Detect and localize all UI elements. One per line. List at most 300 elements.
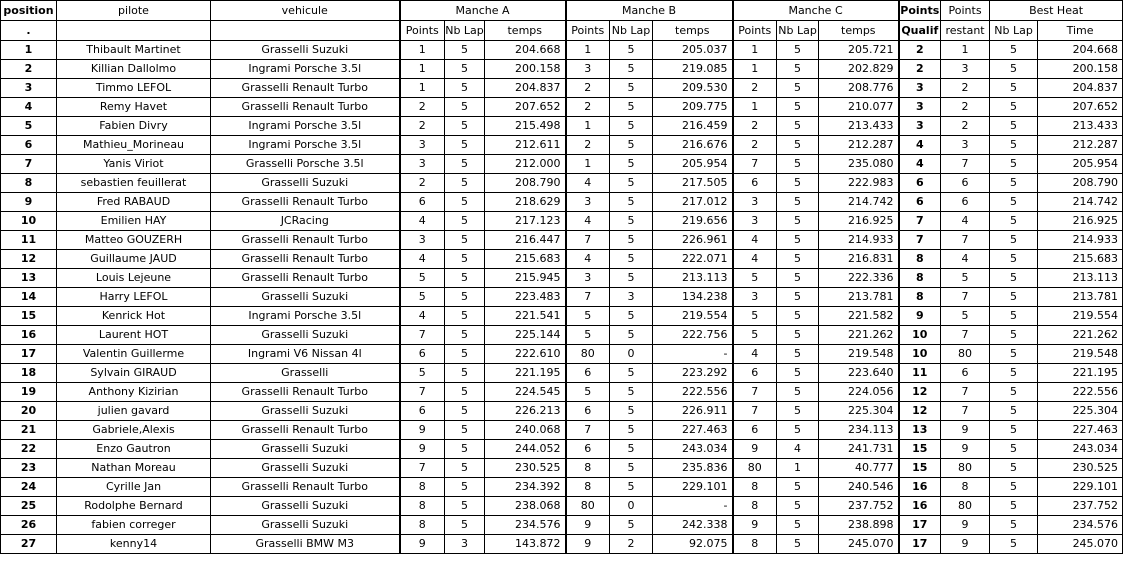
manche-a-points-cell: 8 — [400, 497, 445, 516]
manche-b-temps-cell: 213.113 — [653, 269, 733, 288]
position-cell: 24 — [1, 478, 57, 497]
points-qualif-cell: 9 — [899, 307, 941, 326]
manche-b-points-cell: 6 — [566, 440, 610, 459]
best-time-cell: 208.790 — [1038, 174, 1123, 193]
best-time-cell: 207.652 — [1038, 98, 1123, 117]
manche-c-points-cell: 5 — [733, 269, 777, 288]
position-cell: 4 — [1, 98, 57, 117]
position-cell: 9 — [1, 193, 57, 212]
manche-a-temps-cell: 224.545 — [485, 383, 566, 402]
table-row — [1, 345, 1123, 364]
manche-c-temps-cell: 214.933 — [819, 231, 899, 250]
pilote-cell: Thibault Martinet — [57, 41, 211, 60]
manche-c-points-cell: 6 — [733, 421, 777, 440]
header-pilote: pilote — [57, 1, 211, 21]
points-qualif-cell: 7 — [899, 231, 941, 250]
manche-c-temps-cell: 222.983 — [819, 174, 899, 193]
best-time-cell: 221.262 — [1038, 326, 1123, 345]
vehicule-cell: Grasselli Suzuki — [211, 440, 400, 459]
header-a-temps: temps — [485, 21, 566, 41]
manche-c-nblap-cell: 5 — [777, 117, 819, 136]
manche-a-temps-cell: 143.872 — [485, 535, 566, 554]
best-nblap-cell: 5 — [990, 98, 1038, 117]
manche-b-nblap-cell: 5 — [610, 421, 653, 440]
manche-c-nblap-cell: 5 — [777, 193, 819, 212]
manche-b-temps-cell: 227.463 — [653, 421, 733, 440]
manche-b-temps-cell: 134.238 — [653, 288, 733, 307]
best-nblap-cell: 5 — [990, 155, 1038, 174]
manche-c-temps-cell: 221.262 — [819, 326, 899, 345]
header-best-heat: Best Heat — [990, 1, 1123, 21]
manche-c-nblap-cell: 5 — [777, 231, 819, 250]
manche-c-nblap-cell: 5 — [777, 383, 819, 402]
table-row — [1, 421, 1123, 440]
manche-a-points-cell: 4 — [400, 307, 445, 326]
manche-a-nblap-cell: 5 — [445, 478, 485, 497]
best-time-cell: 222.556 — [1038, 383, 1123, 402]
pilote-cell: julien gavard — [57, 402, 211, 421]
manche-c-points-cell: 7 — [733, 383, 777, 402]
manche-a-points-cell: 5 — [400, 269, 445, 288]
manche-a-temps-cell: 223.483 — [485, 288, 566, 307]
points-restant-cell: 6 — [941, 364, 990, 383]
table-row — [1, 440, 1123, 459]
manche-a-temps-cell: 238.068 — [485, 497, 566, 516]
manche-a-nblap-cell: 5 — [445, 193, 485, 212]
manche-a-points-cell: 1 — [400, 41, 445, 60]
manche-c-nblap-cell: 5 — [777, 212, 819, 231]
manche-c-nblap-cell: 1 — [777, 459, 819, 478]
best-time-cell: 205.954 — [1038, 155, 1123, 174]
manche-b-nblap-cell: 5 — [610, 98, 653, 117]
points-restant-cell: 9 — [941, 440, 990, 459]
points-qualif-cell: 4 — [899, 155, 941, 174]
best-nblap-cell: 5 — [990, 231, 1038, 250]
header-points-qualif: Points — [899, 1, 941, 21]
position-cell: 15 — [1, 307, 57, 326]
manche-b-temps-cell: 205.037 — [653, 41, 733, 60]
manche-b-nblap-cell: 5 — [610, 326, 653, 345]
best-nblap-cell: 5 — [990, 250, 1038, 269]
table-row — [1, 459, 1123, 478]
points-qualif-cell: 12 — [899, 402, 941, 421]
header-row-1 — [1, 1, 1123, 21]
manche-c-nblap-cell: 5 — [777, 288, 819, 307]
vehicule-cell: Grasselli Suzuki — [211, 326, 400, 345]
manche-c-points-cell: 6 — [733, 174, 777, 193]
manche-a-temps-cell: 200.158 — [485, 60, 566, 79]
manche-a-points-cell: 1 — [400, 79, 445, 98]
manche-c-temps-cell: 210.077 — [819, 98, 899, 117]
vehicule-cell: Grasselli Suzuki — [211, 288, 400, 307]
best-time-cell: 221.195 — [1038, 364, 1123, 383]
points-restant-cell: 6 — [941, 174, 990, 193]
best-time-cell: 245.070 — [1038, 535, 1123, 554]
table-row — [1, 250, 1123, 269]
manche-b-nblap-cell: 5 — [610, 478, 653, 497]
pilote-cell: sebastien feuillerat — [57, 174, 211, 193]
manche-c-temps-cell: 234.113 — [819, 421, 899, 440]
points-restant-cell: 2 — [941, 98, 990, 117]
pilote-cell: Laurent HOT — [57, 326, 211, 345]
header-vehicule-empty — [211, 21, 400, 41]
manche-b-temps-cell: 226.961 — [653, 231, 733, 250]
table-row — [1, 79, 1123, 98]
position-cell: 19 — [1, 383, 57, 402]
pilote-cell: Fabien Divry — [57, 117, 211, 136]
manche-c-temps-cell: 214.742 — [819, 193, 899, 212]
manche-b-nblap-cell: 5 — [610, 174, 653, 193]
manche-c-temps-cell: 213.433 — [819, 117, 899, 136]
manche-b-points-cell: 1 — [566, 155, 610, 174]
manche-c-nblap-cell: 5 — [777, 402, 819, 421]
best-nblap-cell: 5 — [990, 212, 1038, 231]
manche-a-nblap-cell: 5 — [445, 402, 485, 421]
best-nblap-cell: 5 — [990, 516, 1038, 535]
best-nblap-cell: 5 — [990, 136, 1038, 155]
points-qualif-cell: 15 — [899, 440, 941, 459]
manche-b-nblap-cell: 0 — [610, 345, 653, 364]
manche-c-points-cell: 2 — [733, 117, 777, 136]
manche-c-points-cell: 5 — [733, 307, 777, 326]
manche-c-points-cell: 1 — [733, 98, 777, 117]
best-nblap-cell: 5 — [990, 79, 1038, 98]
manche-b-temps-cell: 242.338 — [653, 516, 733, 535]
points-restant-cell: 7 — [941, 155, 990, 174]
manche-a-nblap-cell: 3 — [445, 535, 485, 554]
position-cell: 3 — [1, 79, 57, 98]
points-qualif-cell: 11 — [899, 364, 941, 383]
manche-b-nblap-cell: 5 — [610, 364, 653, 383]
best-nblap-cell: 5 — [990, 41, 1038, 60]
points-qualif-cell: 2 — [899, 41, 941, 60]
manche-b-points-cell: 2 — [566, 79, 610, 98]
points-restant-cell: 6 — [941, 193, 990, 212]
position-cell: 7 — [1, 155, 57, 174]
manche-c-temps-cell: 240.546 — [819, 478, 899, 497]
manche-c-temps-cell: 235.080 — [819, 155, 899, 174]
manche-a-points-cell: 1 — [400, 60, 445, 79]
table-row — [1, 155, 1123, 174]
table-row — [1, 193, 1123, 212]
table-row — [1, 117, 1123, 136]
manche-b-points-cell: 1 — [566, 41, 610, 60]
manche-b-nblap-cell: 5 — [610, 60, 653, 79]
table-row — [1, 383, 1123, 402]
position-cell: 26 — [1, 516, 57, 535]
pilote-cell: Timmo LEFOL — [57, 79, 211, 98]
manche-b-points-cell: 4 — [566, 174, 610, 193]
manche-a-temps-cell: 204.668 — [485, 41, 566, 60]
manche-c-nblap-cell: 5 — [777, 136, 819, 155]
manche-c-nblap-cell: 5 — [777, 326, 819, 345]
table-row — [1, 402, 1123, 421]
best-time-cell: 213.113 — [1038, 269, 1123, 288]
manche-b-temps-cell: - — [653, 345, 733, 364]
manche-a-temps-cell: 234.576 — [485, 516, 566, 535]
header-pilote-empty — [57, 21, 211, 41]
position-cell: 21 — [1, 421, 57, 440]
manche-b-points-cell: 9 — [566, 535, 610, 554]
vehicule-cell: Grasselli Renault Turbo — [211, 421, 400, 440]
manche-a-points-cell: 6 — [400, 402, 445, 421]
best-nblap-cell: 5 — [990, 288, 1038, 307]
vehicule-cell: Ingrami Porsche 3.5l — [211, 117, 400, 136]
manche-c-points-cell: 4 — [733, 345, 777, 364]
vehicule-cell: Grasselli — [211, 364, 400, 383]
manche-a-nblap-cell: 5 — [445, 364, 485, 383]
manche-b-points-cell: 2 — [566, 98, 610, 117]
table-row — [1, 478, 1123, 497]
manche-a-temps-cell: 215.945 — [485, 269, 566, 288]
pilote-cell: Mathieu_Morineau — [57, 136, 211, 155]
table-row — [1, 174, 1123, 193]
best-time-cell: 225.304 — [1038, 402, 1123, 421]
manche-b-nblap-cell: 3 — [610, 288, 653, 307]
manche-c-points-cell: 9 — [733, 516, 777, 535]
manche-a-nblap-cell: 5 — [445, 516, 485, 535]
manche-b-nblap-cell: 5 — [610, 193, 653, 212]
manche-c-nblap-cell: 5 — [777, 174, 819, 193]
manche-a-temps-cell: 215.683 — [485, 250, 566, 269]
manche-a-nblap-cell: 5 — [445, 250, 485, 269]
manche-b-temps-cell: 217.505 — [653, 174, 733, 193]
best-nblap-cell: 5 — [990, 117, 1038, 136]
manche-b-points-cell: 1 — [566, 117, 610, 136]
points-restant-cell: 2 — [941, 117, 990, 136]
points-qualif-cell: 6 — [899, 193, 941, 212]
points-restant-cell: 3 — [941, 60, 990, 79]
manche-c-nblap-cell: 5 — [777, 60, 819, 79]
header-position-dot: . — [1, 21, 57, 41]
points-qualif-cell: 2 — [899, 60, 941, 79]
manche-c-temps-cell: 245.070 — [819, 535, 899, 554]
manche-a-nblap-cell: 5 — [445, 212, 485, 231]
manche-a-nblap-cell: 5 — [445, 459, 485, 478]
manche-b-temps-cell: 219.554 — [653, 307, 733, 326]
manche-b-nblap-cell: 5 — [610, 212, 653, 231]
manche-c-temps-cell: 221.582 — [819, 307, 899, 326]
manche-a-temps-cell: 215.498 — [485, 117, 566, 136]
best-nblap-cell: 5 — [990, 478, 1038, 497]
points-qualif-cell: 17 — [899, 535, 941, 554]
manche-b-points-cell: 3 — [566, 193, 610, 212]
manche-a-points-cell: 8 — [400, 516, 445, 535]
manche-a-nblap-cell: 5 — [445, 421, 485, 440]
manche-c-points-cell: 4 — [733, 250, 777, 269]
vehicule-cell: Grasselli Porsche 3.5l — [211, 155, 400, 174]
best-nblap-cell: 5 — [990, 60, 1038, 79]
manche-c-temps-cell: 40.777 — [819, 459, 899, 478]
manche-c-nblap-cell: 5 — [777, 79, 819, 98]
vehicule-cell: Ingrami V6 Nissan 4l — [211, 345, 400, 364]
manche-b-points-cell: 3 — [566, 60, 610, 79]
best-time-cell: 214.933 — [1038, 231, 1123, 250]
manche-c-nblap-cell: 5 — [777, 364, 819, 383]
manche-c-points-cell: 9 — [733, 440, 777, 459]
manche-a-nblap-cell: 5 — [445, 174, 485, 193]
manche-c-points-cell: 6 — [733, 364, 777, 383]
vehicule-cell: Ingrami Porsche 3.5l — [211, 60, 400, 79]
manche-b-points-cell: 4 — [566, 250, 610, 269]
manche-c-points-cell: 1 — [733, 41, 777, 60]
manche-b-points-cell: 5 — [566, 383, 610, 402]
header-position: position — [1, 1, 57, 21]
pilote-cell: Rodolphe Bernard — [57, 497, 211, 516]
pilote-cell: Matteo GOUZERH — [57, 231, 211, 250]
manche-c-nblap-cell: 5 — [777, 478, 819, 497]
best-nblap-cell: 5 — [990, 193, 1038, 212]
vehicule-cell: Grasselli Renault Turbo — [211, 231, 400, 250]
manche-b-points-cell: 2 — [566, 136, 610, 155]
position-cell: 22 — [1, 440, 57, 459]
manche-c-points-cell: 7 — [733, 155, 777, 174]
manche-b-points-cell: 8 — [566, 478, 610, 497]
manche-c-temps-cell: 208.776 — [819, 79, 899, 98]
manche-c-nblap-cell: 5 — [777, 345, 819, 364]
vehicule-cell: Grasselli Renault Turbo — [211, 478, 400, 497]
points-restant-cell: 7 — [941, 288, 990, 307]
manche-a-points-cell: 3 — [400, 231, 445, 250]
best-time-cell: 234.576 — [1038, 516, 1123, 535]
manche-c-temps-cell: 213.781 — [819, 288, 899, 307]
manche-c-temps-cell: 216.831 — [819, 250, 899, 269]
points-restant-cell: 5 — [941, 269, 990, 288]
manche-a-temps-cell: 221.195 — [485, 364, 566, 383]
manche-b-nblap-cell: 5 — [610, 250, 653, 269]
manche-a-nblap-cell: 5 — [445, 60, 485, 79]
header-manche-a: Manche A — [400, 1, 566, 21]
header-points-restant: Points — [941, 1, 990, 21]
vehicule-cell: Grasselli Renault Turbo — [211, 98, 400, 117]
manche-a-temps-cell: 240.068 — [485, 421, 566, 440]
position-cell: 2 — [1, 60, 57, 79]
table-row — [1, 60, 1123, 79]
manche-a-temps-cell: 221.541 — [485, 307, 566, 326]
manche-b-nblap-cell: 5 — [610, 231, 653, 250]
header-vehicule: vehicule — [211, 1, 400, 21]
manche-c-nblap-cell: 5 — [777, 269, 819, 288]
manche-a-nblap-cell: 5 — [445, 345, 485, 364]
header-row-2 — [1, 21, 1123, 41]
manche-b-temps-cell: 229.101 — [653, 478, 733, 497]
manche-a-nblap-cell: 5 — [445, 155, 485, 174]
manche-a-nblap-cell: 5 — [445, 269, 485, 288]
manche-b-temps-cell: 235.836 — [653, 459, 733, 478]
manche-a-nblap-cell: 5 — [445, 383, 485, 402]
manche-c-temps-cell: 219.548 — [819, 345, 899, 364]
manche-b-temps-cell: 226.911 — [653, 402, 733, 421]
header-manche-b: Manche B — [566, 1, 733, 21]
manche-a-nblap-cell: 5 — [445, 231, 485, 250]
manche-a-points-cell: 4 — [400, 250, 445, 269]
manche-b-points-cell: 5 — [566, 326, 610, 345]
points-restant-cell: 1 — [941, 41, 990, 60]
manche-b-points-cell: 5 — [566, 307, 610, 326]
position-cell: 27 — [1, 535, 57, 554]
vehicule-cell: Grasselli BMW M3 — [211, 535, 400, 554]
header-a-points: Points — [400, 21, 445, 41]
manche-b-temps-cell: 222.071 — [653, 250, 733, 269]
header-best-nblap: Nb Lap — [990, 21, 1038, 41]
position-cell: 5 — [1, 117, 57, 136]
points-restant-cell: 3 — [941, 136, 990, 155]
manche-a-temps-cell: 225.144 — [485, 326, 566, 345]
best-time-cell: 200.158 — [1038, 60, 1123, 79]
manche-a-nblap-cell: 5 — [445, 136, 485, 155]
points-qualif-cell: 17 — [899, 516, 941, 535]
manche-c-temps-cell: 223.640 — [819, 364, 899, 383]
points-qualif-cell: 10 — [899, 326, 941, 345]
manche-c-points-cell: 3 — [733, 212, 777, 231]
manche-b-points-cell: 7 — [566, 231, 610, 250]
points-restant-cell: 4 — [941, 212, 990, 231]
manche-b-points-cell: 9 — [566, 516, 610, 535]
manche-a-temps-cell: 208.790 — [485, 174, 566, 193]
manche-a-points-cell: 3 — [400, 155, 445, 174]
points-qualif-cell: 8 — [899, 250, 941, 269]
position-cell: 8 — [1, 174, 57, 193]
vehicule-cell: JCRacing — [211, 212, 400, 231]
manche-b-temps-cell: 219.085 — [653, 60, 733, 79]
points-restant-cell: 7 — [941, 231, 990, 250]
points-qualif-cell: 3 — [899, 98, 941, 117]
manche-a-points-cell: 4 — [400, 212, 445, 231]
pilote-cell: Louis Lejeune — [57, 269, 211, 288]
manche-b-temps-cell: 216.676 — [653, 136, 733, 155]
table-row — [1, 307, 1123, 326]
manche-a-points-cell: 9 — [400, 535, 445, 554]
manche-b-temps-cell: 92.075 — [653, 535, 733, 554]
manche-a-temps-cell: 226.213 — [485, 402, 566, 421]
best-time-cell: 230.525 — [1038, 459, 1123, 478]
best-nblap-cell: 5 — [990, 345, 1038, 364]
header-restant: restant — [941, 21, 990, 41]
manche-a-points-cell: 9 — [400, 440, 445, 459]
pilote-cell: Kenrick Hot — [57, 307, 211, 326]
manche-b-temps-cell: 219.656 — [653, 212, 733, 231]
pilote-cell: fabien correger — [57, 516, 211, 535]
best-time-cell: 214.742 — [1038, 193, 1123, 212]
manche-b-temps-cell: 216.459 — [653, 117, 733, 136]
points-restant-cell: 9 — [941, 535, 990, 554]
pilote-cell: Fred RABAUD — [57, 193, 211, 212]
position-cell: 20 — [1, 402, 57, 421]
vehicule-cell: Grasselli Suzuki — [211, 459, 400, 478]
points-qualif-cell: 3 — [899, 117, 941, 136]
best-nblap-cell: 5 — [990, 421, 1038, 440]
manche-c-temps-cell: 205.721 — [819, 41, 899, 60]
pilote-cell: Anthony Kizirian — [57, 383, 211, 402]
best-time-cell: 237.752 — [1038, 497, 1123, 516]
header-a-nblap: Nb Lap — [445, 21, 485, 41]
manche-c-nblap-cell: 5 — [777, 535, 819, 554]
pilote-cell: Killian Dallolmo — [57, 60, 211, 79]
manche-c-temps-cell: 241.731 — [819, 440, 899, 459]
points-restant-cell: 4 — [941, 250, 990, 269]
vehicule-cell: Grasselli Suzuki — [211, 497, 400, 516]
manche-a-nblap-cell: 5 — [445, 440, 485, 459]
manche-b-temps-cell: 217.012 — [653, 193, 733, 212]
best-nblap-cell: 5 — [990, 383, 1038, 402]
vehicule-cell: Grasselli Renault Turbo — [211, 383, 400, 402]
position-cell: 16 — [1, 326, 57, 345]
header-b-temps: temps — [653, 21, 733, 41]
vehicule-cell: Ingrami Porsche 3.5l — [211, 307, 400, 326]
manche-b-nblap-cell: 5 — [610, 459, 653, 478]
manche-c-points-cell: 5 — [733, 326, 777, 345]
best-time-cell: 227.463 — [1038, 421, 1123, 440]
